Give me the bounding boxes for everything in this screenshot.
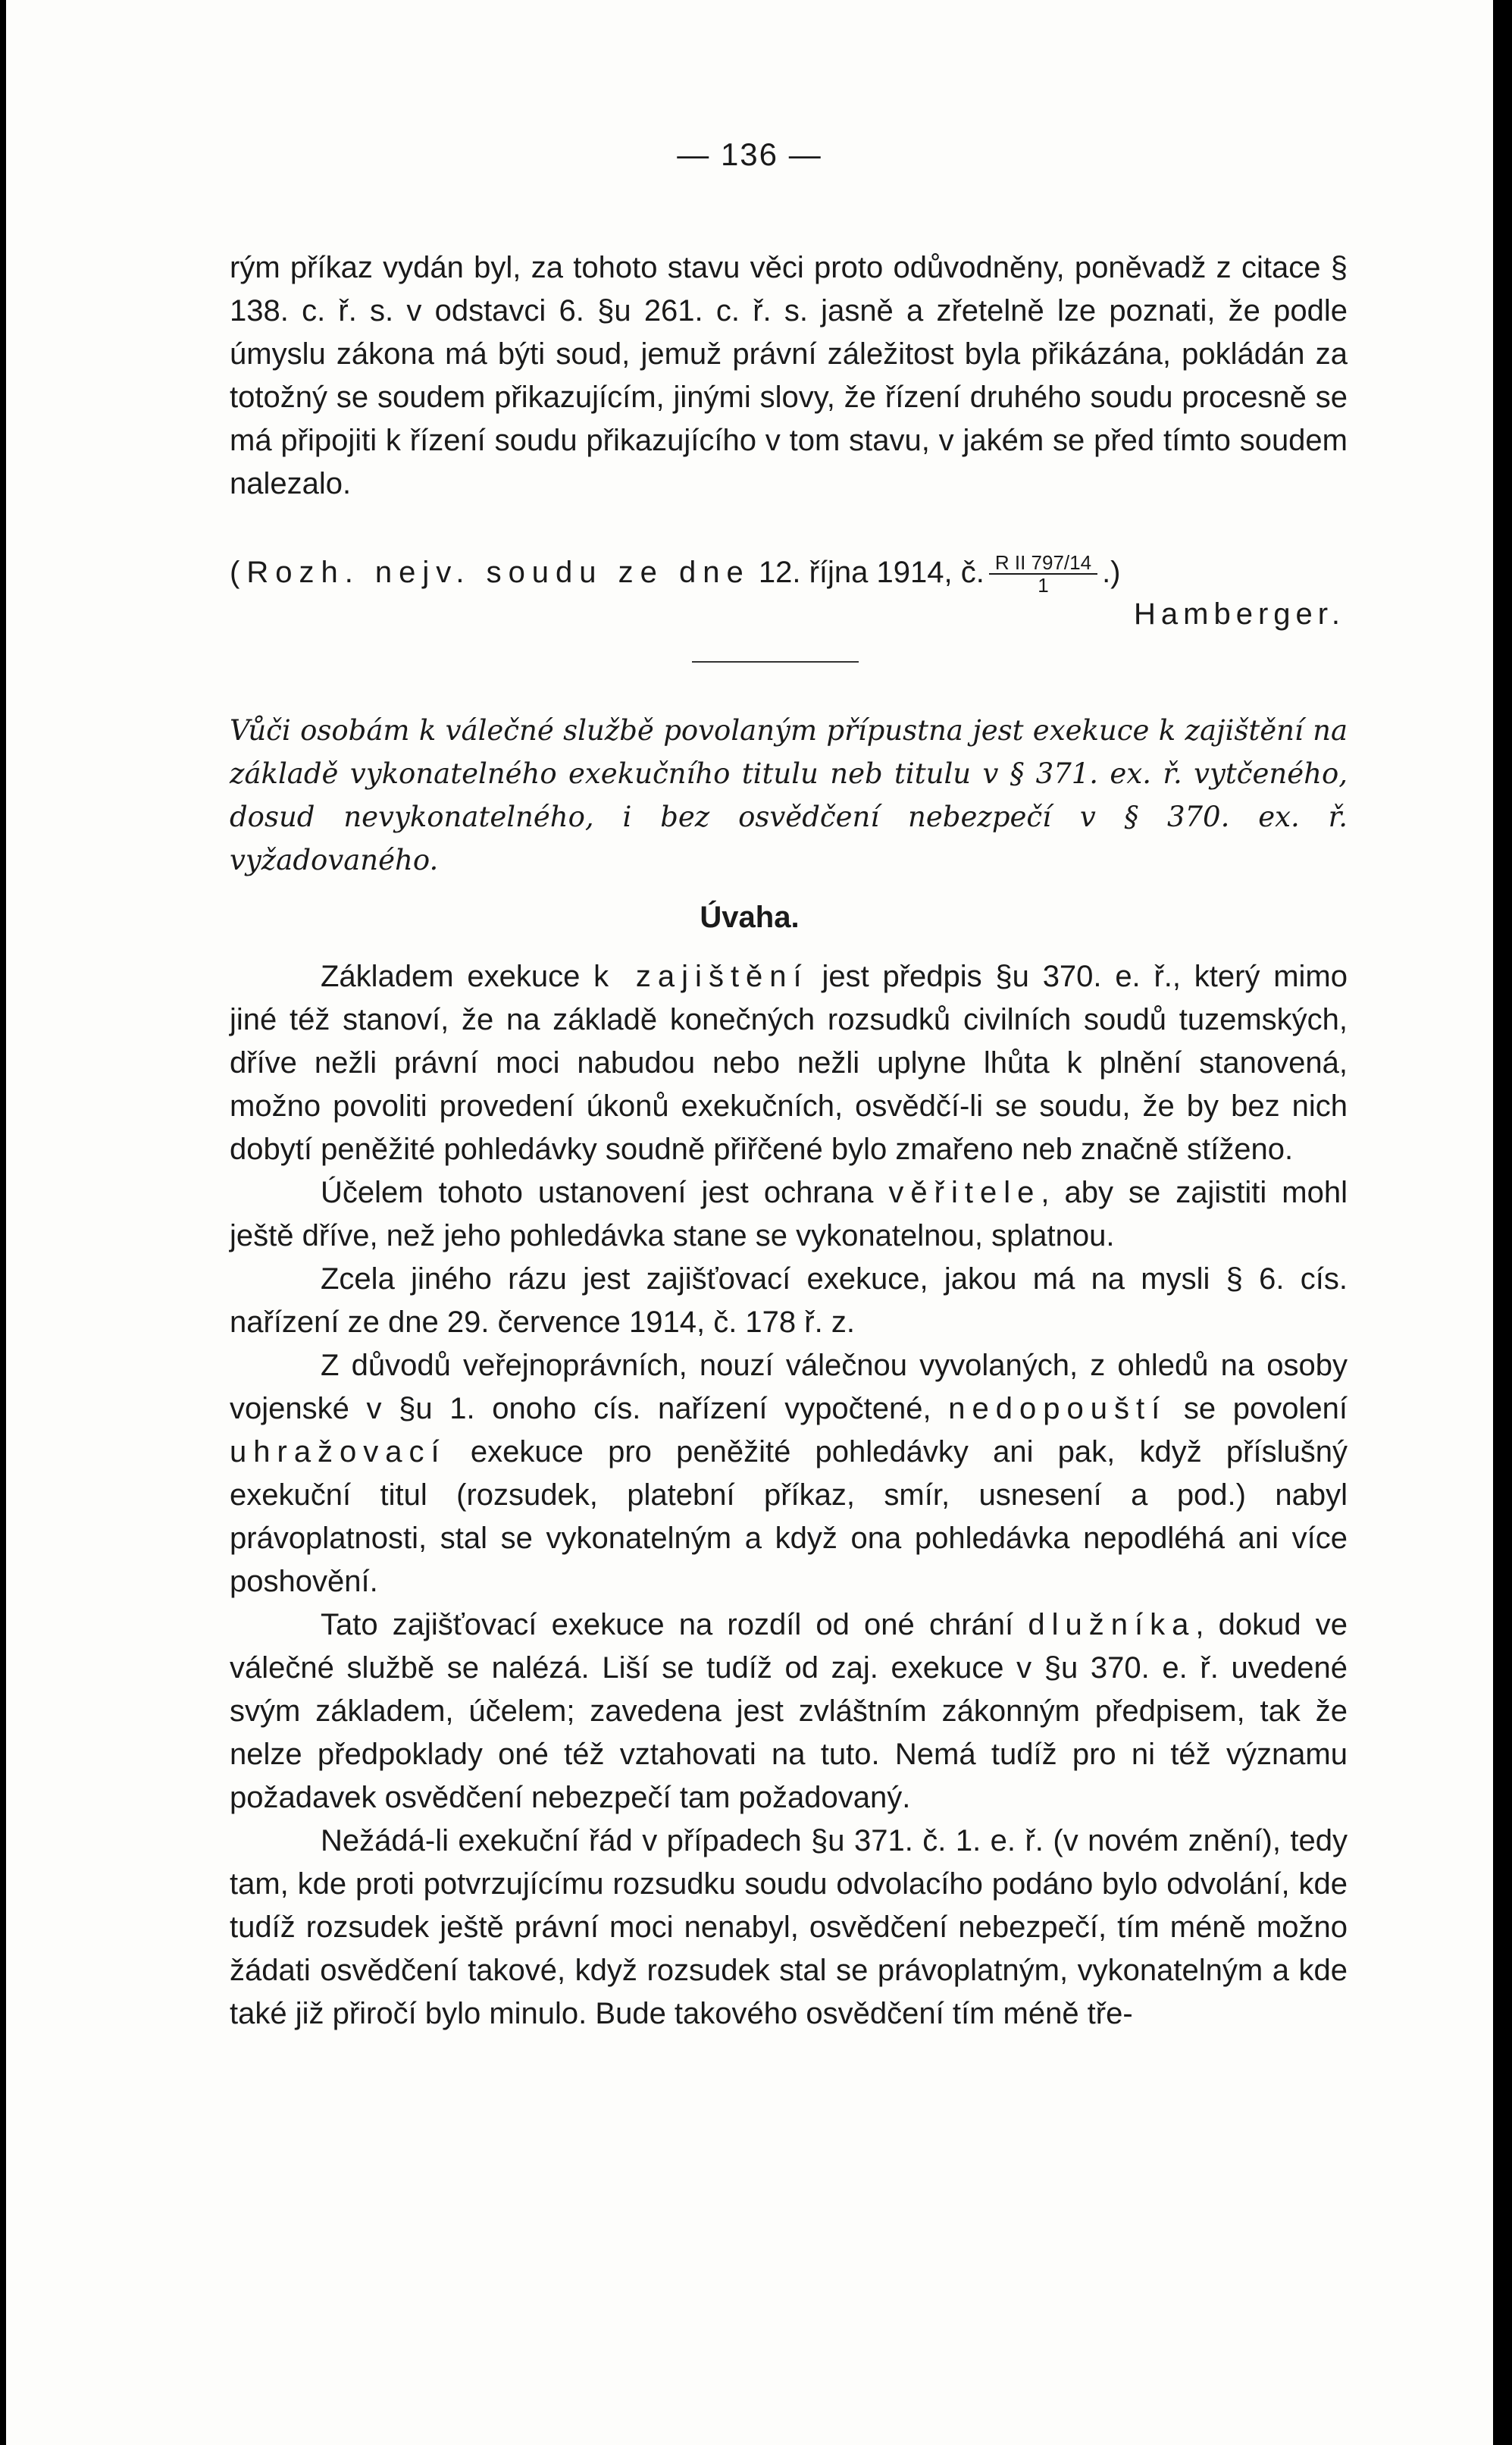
citation-number xyxy=(989,552,1097,596)
author-signature: Hamberger. xyxy=(1134,597,1345,631)
paragraph-1-text-cont: jest předpis §u 370. e. ř., který mimo jiné též stanoví, že na základě konečných rozsudků civilních soudů tuzemských, dříve nežli právní moci nabudou nebo nežli uplyne lhůta k plnění stanovená, možno povoliti provedení úkonů exekučních, osvědčí-li se soudu, že by bez nich dobytí peněžité pohledávky soudně přiřčené bylo zmařeno neb značně stíženo. xyxy=(230,960,1348,1166)
citation-number-bottom: 1 xyxy=(1038,574,1049,597)
paragraph-1-text: Základem exekuce xyxy=(321,960,594,993)
paragraph-2-text: Účelem tohoto ustanovení jest ochrana xyxy=(321,1176,889,1209)
paragraph-4-text: Z důvodů veřejnoprávních, nouzí válečnou vyvolaných, z ohledů na osoby vojenské v §u 1. onoho cís. nařízení vypočtené, xyxy=(230,1349,1348,1425)
paragraph-5 xyxy=(230,1603,1348,1820)
paragraph-4-text-end: exekuce pro peněžité pohledávky ani pak, když příslušný exekuční titul (rozsudek, platební příkaz, smír, usnesení a pod.) nabyl právoplatnosti, stal se vykonatelným a když ona pohledávka nepodléhá ani více poshovění. xyxy=(230,1435,1348,1598)
paragraph-4-emphasis-2: uhražovací xyxy=(230,1435,446,1469)
citation-suffix: .) xyxy=(1102,556,1121,589)
paragraph-4-text-cont: se povolení xyxy=(1166,1392,1348,1425)
paragraph-6-text: Nežádá-li exekuční řád v případech §u 371. č. 1. e. ř. (v novém znění), tedy tam, kde proti potvrzujícímu rozsudku soudu odvolacího podáno bylo odvolání, kde tudíž rozsudek ještě právní moci nenabyl, osvědčení nebezpečí, tím méně možno žádati osvědčení takové, když rozsudek stal se právoplatným, vykonatelným a kde také již přiročí bylo minulo. Bude takového osvědčení tím méně tře- xyxy=(230,1824,1348,2030)
headnote: Vůči osobám k válečné službě povolaným přípustna jest exekuce k zajištění na základě vykonatelného exekučního titulu neb titulu v § 371. ex. ř. vytčeného, dosud nevykonatelného, i bez osvědčení nebezpečí v § 370. ex. ř. vyžadovaného. xyxy=(230,714,1348,876)
intro-paragraph: rým příkaz vydán byl, za tohoto stavu věci proto odůvodněny, poněvadž z citace § 138. c. ř. s. v odstavci 6. §u 261. c. ř. s. jasně a zřetelně lze poznati, že podle úmyslu zákona má býti soud, jemuž právní záležitost byla přikázána, pokládán za totožný se soudem přikazujícím, jinými slovy, že řízení druhého soudu procesně se má připojiti k řízení soudu přikazujícího v tom stavu, v jakém se před tímto soudem nalezalo. xyxy=(230,251,1348,500)
paragraph-1-emphasis: k zajištění xyxy=(593,960,809,993)
citation-prefix: (Rozh. nejv. soudu ze dne xyxy=(230,556,750,589)
paragraph-4-emphasis: nedopouští xyxy=(948,1392,1167,1425)
page-number: — 136 — xyxy=(677,136,822,172)
paragraph-6 xyxy=(230,1820,1348,2036)
paragraph-3 xyxy=(230,1258,1348,1344)
paragraph-1 xyxy=(230,955,1348,1171)
paragraph-5-text-cont: , dokud ve válečné službě se nalézá. Liší se tudíž od zaj. exekuce v §u 370. e. ř. uvedené svým základem, účelem; zavedena jest zvláštním zákonným předpisem, tak že nelze předpoklady oné též vztahovati na tuto. Nemá tudíž pro ni též významu požadavek osvědčení nebezpečí tam požadovaný. xyxy=(230,1608,1348,1814)
paragraph-5-text: Tato zajišťovací exekuce na rozdíl od oné chrání xyxy=(321,1608,1028,1641)
paragraph-2-emphasis: věřitele xyxy=(888,1176,1041,1209)
section-divider xyxy=(692,661,859,663)
body-text xyxy=(230,955,1348,2036)
citation-number-top: R II 797/14 xyxy=(989,552,1097,575)
paragraph-4 xyxy=(230,1344,1348,1603)
section-heading: Úvaha. xyxy=(700,901,800,934)
paragraph-2 xyxy=(230,1171,1348,1258)
intro-paragraph-block xyxy=(230,246,1348,506)
book-page xyxy=(6,0,1493,2445)
citation-date: 12. října 1914, č. xyxy=(758,556,985,589)
paragraph-3-text: Zcela jiného rázu jest zajišťovací exekuce, jakou má na mysli § 6. cís. nařízení ze dne 29. července 1914, č. 178 ř. z. xyxy=(230,1262,1348,1339)
court-citation xyxy=(230,551,1348,596)
paragraph-2-text-cont: , aby se zajistiti mohl ještě dříve, než jeho pohledávka stane se vykonatelnou, splatnou. xyxy=(230,1176,1348,1252)
paragraph-5-emphasis: dlužníka xyxy=(1028,1608,1196,1641)
